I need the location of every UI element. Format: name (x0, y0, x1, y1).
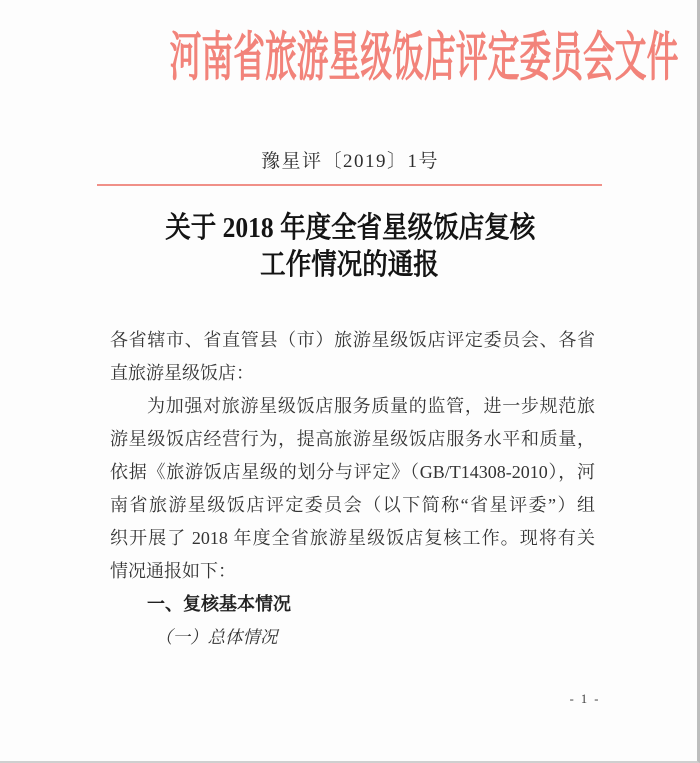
page-number: - 1 - (569, 692, 601, 706)
document-title-line1: 关于 2018 年度全省星级饭店复核 (164, 212, 536, 244)
document-body (110, 324, 595, 654)
paragraph-line: 游星级饭店经营行为，提高旅游星级饭店服务水平和质量， (110, 429, 595, 449)
paragraph-line: 织开展了 2018 年度全省旅游星级饭店复核工作。现将有关 (110, 528, 595, 548)
salutation-line: 直旅游星级饭店： (110, 363, 254, 383)
paragraph-line: 情况通报如下： (110, 561, 236, 581)
paragraph-line: 南省旅游星级饭店评定委员会（以下简称“省星评委”）组 (110, 495, 595, 515)
paragraph-line: 依据《旅游饭店星级的划分与评定》（GB/T14308-2010），河 (110, 462, 595, 482)
section-heading: 一、复核基本情况 (147, 594, 291, 614)
salutation-line: 各省辖市、省直管县（市）旅游星级饭店评定委员会、各省 (110, 330, 595, 350)
document-number: 豫星评〔2019〕1号 (260, 151, 439, 172)
letterhead-title: 河南省旅游星级饭店评定委员会文件 (169, 29, 679, 87)
document-title-line2: 工作情况的通报 (260, 249, 440, 281)
subsection-heading: （一）总体情况 (155, 627, 278, 647)
paragraph-line: 为加强对旅游星级饭店服务质量的监管，进一步规范旅 (147, 396, 595, 416)
letterhead (0, 28, 700, 88)
document-title (0, 210, 700, 284)
red-divider-line (97, 184, 602, 186)
